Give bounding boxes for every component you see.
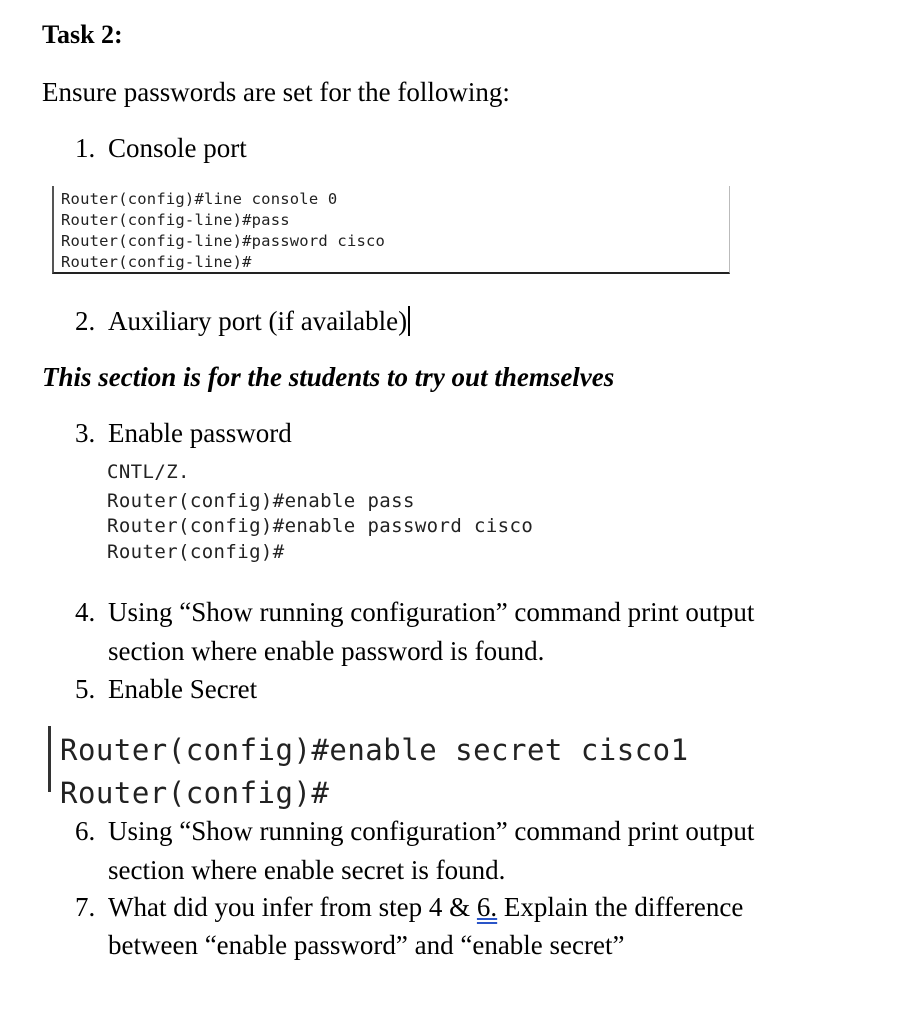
- list-item-5: [75, 674, 257, 705]
- list-item-2: [75, 306, 410, 337]
- list-item-1: [75, 133, 247, 164]
- text-cursor: [408, 306, 410, 336]
- enable-password-screenshot: [92, 461, 632, 563]
- cli-line: Router(config)#line console 0: [61, 190, 338, 208]
- list-item-3: [75, 418, 292, 449]
- list-item-6: [75, 816, 754, 847]
- item-text: Enable password: [108, 418, 292, 448]
- intro-text: Ensure passwords are set for the following:: [42, 77, 510, 107]
- item-text: Console port: [108, 133, 247, 163]
- list-item-4-continuation: section where enable password is found.: [108, 636, 545, 666]
- list-item-7-continuation: between “enable password” and “enable secret”: [108, 930, 625, 960]
- item-number: 4.: [75, 597, 96, 627]
- cli-line: Router(config)#enable pass: [107, 490, 415, 512]
- item-text: Using “Show running configuration” command print output: [108, 597, 755, 627]
- cli-line: Router(config-line)#: [61, 253, 252, 271]
- item-text: Enable Secret: [108, 674, 258, 704]
- cli-line-cut: Router(config)#: [60, 776, 330, 810]
- student-note: This section is for the students to try out themselves: [42, 362, 615, 392]
- item-text: Using “Show running configuration” command print output: [108, 816, 755, 846]
- item-number: 5.: [75, 674, 96, 704]
- item-text: What did you infer from step 4 &: [108, 892, 477, 922]
- item-number: 3.: [75, 418, 96, 448]
- item-number: 6.: [75, 816, 96, 846]
- cli-line: Router(config)#enable password cisco: [107, 515, 534, 537]
- cli-line: Router(config)#enable secret cisco1: [60, 733, 689, 767]
- list-item-6-continuation: section where enable secret is found.: [108, 855, 506, 885]
- cli-line: Router(config-line)#pass: [61, 211, 290, 229]
- item-text: Auxiliary port (if available): [108, 306, 408, 336]
- item-text-tail: Explain the difference: [497, 892, 744, 922]
- cli-line: Router(config-line)#password cisco: [61, 232, 386, 250]
- item-number: 7.: [75, 892, 96, 922]
- item-number: 2.: [75, 306, 96, 336]
- step-reference-link[interactable]: 6.: [476, 892, 498, 922]
- task-title: Task 2:: [42, 20, 123, 49]
- list-item-7: [75, 892, 743, 923]
- screenshot-edge: [48, 726, 51, 792]
- cli-line-cut: Router(config)#: [107, 541, 285, 563]
- item-number: 1.: [75, 133, 96, 163]
- cli-line-cut: CNTL/Z.: [107, 461, 190, 483]
- list-item-4: [75, 597, 754, 628]
- console-config-screenshot: [52, 186, 730, 274]
- enable-secret-screenshot: [48, 724, 808, 810]
